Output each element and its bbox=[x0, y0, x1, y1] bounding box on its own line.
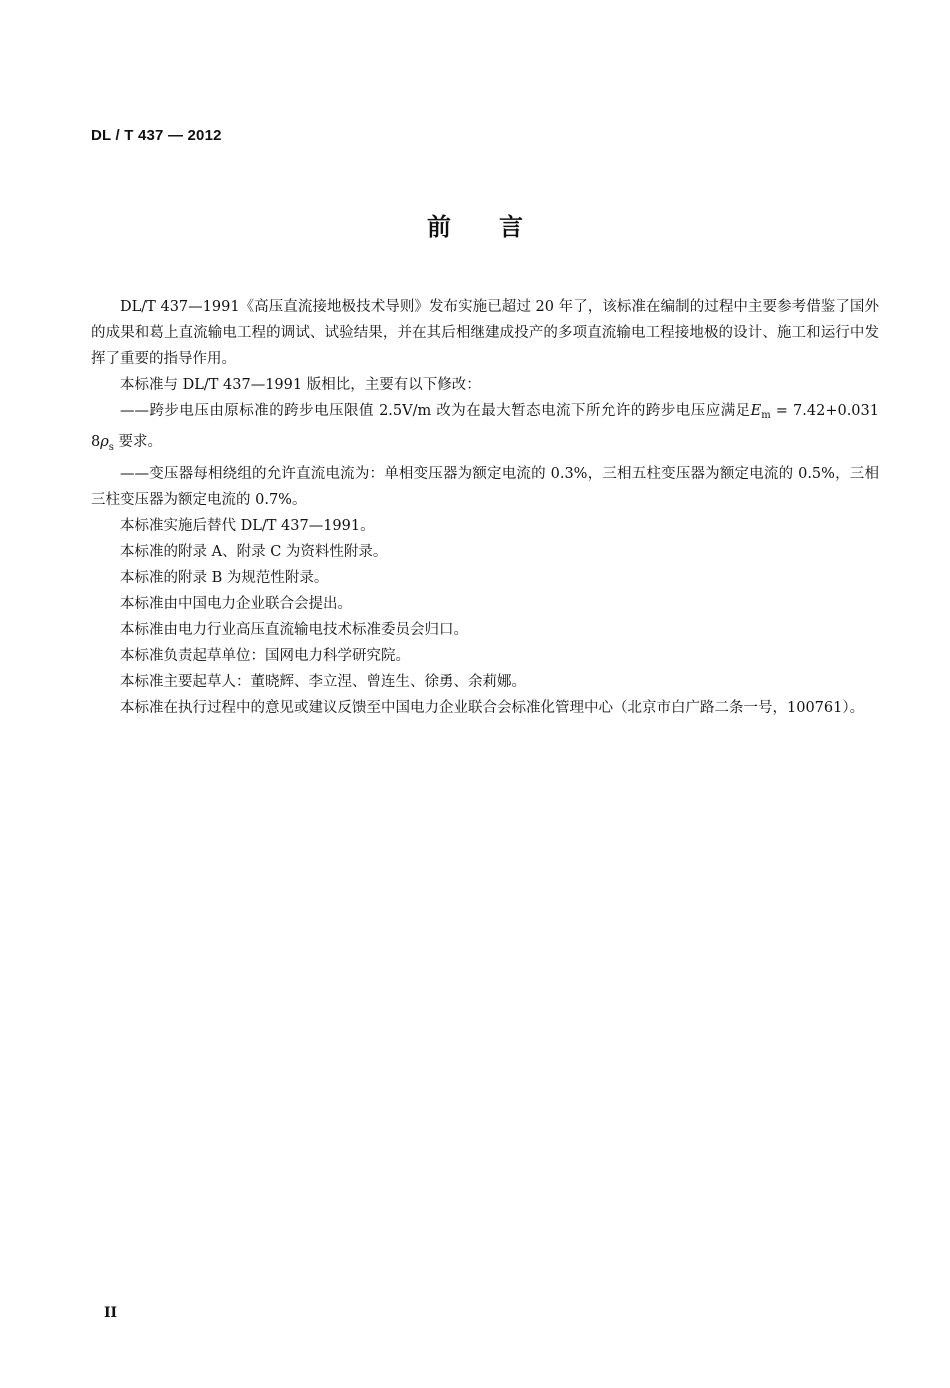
formula-variable: E bbox=[750, 403, 762, 419]
paragraph-drafters: 本标准主要起草人：董晓辉、李立涅、曾连生、徐勇、余莉娜。 bbox=[120, 674, 526, 690]
step-voltage-text: ——跨步电压由原标准的跨步电压限值 2.5V/m 改为在最大暂态电流下所允许的跨步电压应满足 bbox=[120, 403, 751, 419]
standard-code-header: DL / T 437 — 2012 bbox=[91, 127, 222, 144]
page-number: II bbox=[104, 1305, 118, 1321]
formula-tail: 要求。 bbox=[113, 434, 163, 450]
formula-rho: ρ bbox=[100, 434, 109, 450]
paragraph-proposed-by: 本标准由中国电力企业联合会提出。 bbox=[120, 596, 352, 612]
paragraph-drafting-unit: 本标准负责起草单位：国网电力科学研究院。 bbox=[120, 648, 410, 664]
paragraph-changes-intro: 本标准与 DL/T 437—1991 版相比，主要有以下修改： bbox=[120, 377, 481, 393]
page-title: 前言 bbox=[427, 213, 571, 241]
paragraph-informative-annexes: 本标准的附录 A、附录 C 为资料性附录。 bbox=[120, 544, 388, 560]
paragraph-change-step-voltage bbox=[91, 398, 879, 461]
paragraph-background: DL/T 437—1991《高压直流接地极技术导则》发布实施已超过 20 年了，该标准在编制的过程中主要参考借鉴了国外的成果和葛上直流输电工程的调试、试验结果，并在其后相继建成投产的多项直流输电工程接地极的设计、施工和运行中发挥了重要的指导作用。 bbox=[91, 299, 879, 367]
foreword-body bbox=[91, 294, 879, 721]
paragraph-replaces: 本标准实施后替代 DL/T 437—1991。 bbox=[120, 518, 375, 534]
paragraph-centralized-by: 本标准由电力行业高压直流输电技术标准委员会归口。 bbox=[120, 622, 468, 638]
paragraph-normative-annex: 本标准的附录 B 为规范性附录。 bbox=[120, 570, 329, 586]
paragraph-change-transformer-current: ——变压器每相绕组的允许直流电流为：单相变压器为额定电流的 0.3%，三相五柱变压器为额定电流的 0.5%，三相三柱变压器为额定电流的 0.7%。 bbox=[91, 466, 879, 508]
formula-rho-subscript: s bbox=[108, 442, 114, 453]
formula-expression: = 7.42+0.031 8 bbox=[91, 403, 879, 450]
paragraph-feedback: 本标准在执行过程中的意见或建议反馈至中国电力企业联合会标准化管理中心（北京市白广路二条一号，100761）。 bbox=[120, 700, 865, 716]
formula-variable-subscript: m bbox=[761, 410, 771, 421]
